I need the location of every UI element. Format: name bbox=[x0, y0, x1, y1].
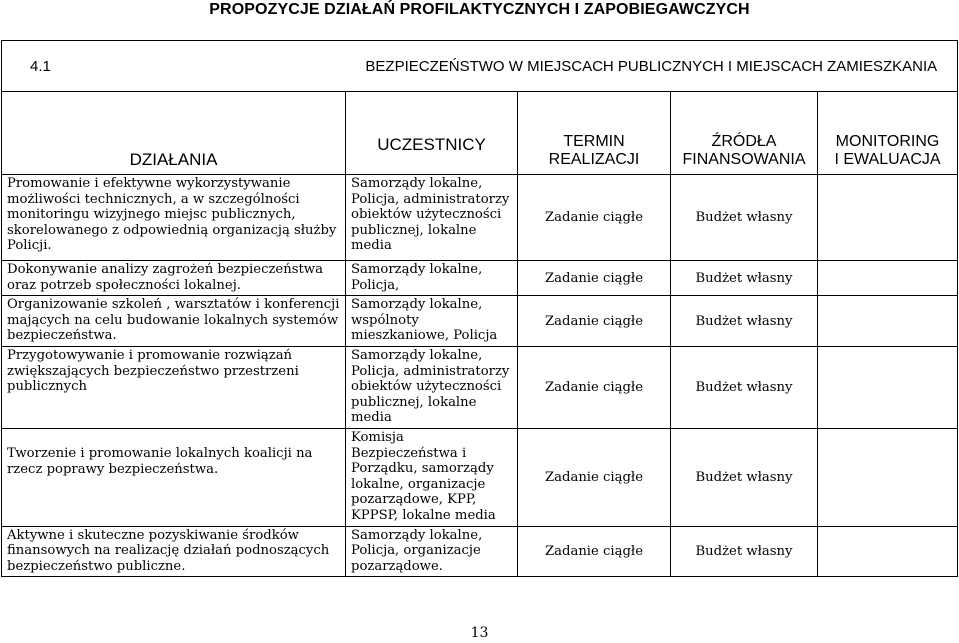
funding-cell: Budżet własny bbox=[671, 261, 818, 296]
actions-table bbox=[1, 40, 958, 577]
section-title: BEZPIECZEŃSTWO W MIEJSCACH PUBLICZNYCH I MIEJSCACH ZAMIESZKANIA bbox=[346, 41, 958, 92]
participants-cell: Samorządy lokalne, Policja, administratorzy obiektów użyteczności publicznej, lokalne media bbox=[346, 346, 518, 428]
monitoring-cell bbox=[818, 346, 958, 428]
monitoring-cell bbox=[818, 296, 958, 347]
section-header-row bbox=[2, 41, 958, 92]
page-number: 13 bbox=[470, 625, 489, 641]
term-cell: Zadanie ciągłe bbox=[518, 296, 671, 347]
table-row bbox=[2, 261, 958, 296]
action-cell: Organizowanie szkoleń , warsztatów i konferencji mających na celu budowanie lokalnych systemów bezpieczeństwa. bbox=[2, 296, 346, 347]
table-row bbox=[2, 175, 958, 261]
funding-cell: Budżet własny bbox=[671, 296, 818, 347]
header-term-line2: REALIZACJI bbox=[548, 151, 640, 168]
term-cell: Zadanie ciągłe bbox=[518, 526, 671, 577]
participants-cell: Komisja Bezpieczeństwa i Porządku, samorządy lokalne, organizacje pozarządowe, KPP, KPPSP, lokalne media bbox=[346, 428, 518, 526]
action-cell: Przygotowywanie i promowanie rozwiązań zwiększających bezpieczeństwo przestrzeni publicznych bbox=[2, 346, 346, 428]
participants-cell: Samorządy lokalne, Policja, organizacje pozarządowe. bbox=[346, 526, 518, 577]
header-monitoring-line1: MONITORING bbox=[835, 133, 940, 150]
monitoring-cell bbox=[818, 261, 958, 296]
term-cell: Zadanie ciągłe bbox=[518, 428, 671, 526]
action-text: Tworzenie i promowanie lokalnych koalicji na rzecz poprawy bezpieczeństwa. bbox=[7, 445, 313, 477]
table-row bbox=[2, 428, 958, 526]
header-funding bbox=[671, 92, 818, 175]
funding-cell: Budżet własny bbox=[671, 346, 818, 428]
header-participants: UCZESTNICY bbox=[346, 92, 518, 175]
term-cell: Zadanie ciągłe bbox=[518, 261, 671, 296]
header-monitoring bbox=[818, 92, 958, 175]
monitoring-cell bbox=[818, 526, 958, 577]
participants-cell: Samorządy lokalne, Policja, administratorzy obiektów użyteczności publicznej, lokalne media bbox=[346, 175, 518, 261]
table-row bbox=[2, 296, 958, 347]
term-cell: Zadanie ciągłe bbox=[518, 175, 671, 261]
action-cell: Dokonywanie analizy zagrożeń bezpieczeństwa oraz potrzeb społeczności lokalnej. bbox=[2, 261, 346, 296]
header-actions: DZIAŁANIA bbox=[2, 92, 346, 175]
monitoring-cell bbox=[818, 175, 958, 261]
table-row bbox=[2, 346, 958, 428]
header-monitoring-line2: I EWALUACJA bbox=[834, 151, 941, 168]
table-row bbox=[2, 526, 958, 577]
monitoring-cell bbox=[818, 428, 958, 526]
action-cell: Aktywne i skuteczne pozyskiwanie środków finansowych na realizację działań podnoszących bezpieczeństwo publiczne. bbox=[2, 526, 346, 577]
header-funding-line1: ŹRÓDŁA bbox=[711, 133, 777, 150]
header-term-line1: TERMIN bbox=[563, 133, 625, 150]
funding-cell: Budżet własny bbox=[671, 175, 818, 261]
funding-cell: Budżet własny bbox=[671, 428, 818, 526]
participants-cell: Samorządy lokalne, Policja, bbox=[346, 261, 518, 296]
action-cell: Promowanie i efektywne wykorzystywanie możliwości technicznych, a w szczególności monitoringu wizyjnego miejsc publicznych, skorelowanego z odpowiednią organizacją służby Policji. bbox=[2, 175, 346, 261]
header-funding-line2: FINANSOWANIA bbox=[682, 151, 806, 168]
section-number: 4.1 bbox=[2, 41, 346, 92]
funding-cell: Budżet własny bbox=[671, 526, 818, 577]
action-cell bbox=[2, 428, 346, 526]
column-header-row bbox=[2, 92, 958, 175]
participants-cell: Samorządy lokalne, wspólnoty mieszkaniowe, Policja bbox=[346, 296, 518, 347]
term-cell: Zadanie ciągłe bbox=[518, 346, 671, 428]
header-term bbox=[518, 92, 671, 175]
page-title: PROPOZYCJE DZIAŁAŃ PROFILAKTYCZNYCH I ZAPOBIEGAWCZYCH bbox=[209, 1, 750, 18]
